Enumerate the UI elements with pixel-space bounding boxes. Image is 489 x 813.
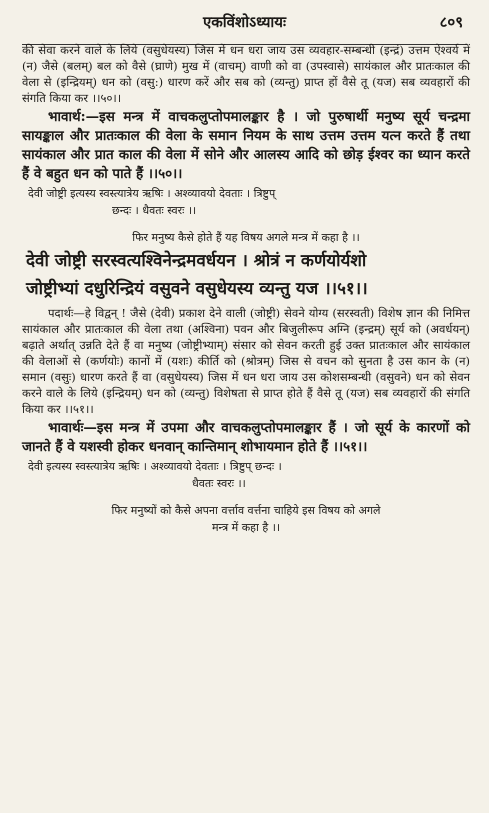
- intro-line-52a: फिर मनुष्यों को कैसे अपना वर्त्ताव वर्त्तना चाहिये इस विषय को अगले: [111, 504, 381, 517]
- mantra-51-line-1: देवी जोष्ट्री सरस्वत्यश्विनेन्द्रमवर्धयन । श्रोत्रं न कर्णयोर्यशो: [26, 251, 367, 271]
- chhanda-swara-line-51: छन्दः । धैवतः स्वरः ।।: [112, 204, 197, 217]
- rishi-devata-line-51: देवी जोष्ट्री इत्यस्य स्वस्त्यात्रेय ऋषिः । अश्व्यावयो देवताः । त्रिष्टुप्: [28, 187, 276, 200]
- bhavartha-50: भावार्थ:—इस मन्त्र में वाचकलुप्तोपमालङ्कार है । जो पुरुषार्थी मनुष्य सूर्य चन्द्रमा सायङ्काल और प्रातःकाल की वेला के समान नियम के साथ उत्तम उत्तम यत्न करते हैं तथा सायंकाल और प्रात काल की वेला में सोने और आलस्य आदि को छोड़ ईश्वर का ध्यान करते हैं वे बहुत धन को पाते हैं ।।५०।।: [22, 109, 470, 182]
- padartha-51: पदार्थः—हे विद्वन् ! जैसे (देवी) प्रकाश देने वाली (जोष्ट्री) सेवने योग्य (सरस्वती) विशेष ज्ञान की निमित्त सायंकाल और प्रातःकाल की वेला तथा (अश्विना) पवन और बिजुलीरूप अग्नि (इन्द्रम्) सूर्य को (अवर्धयन्) बढ़ाते अर्थात् उन्नति देते हैं वा मनुष्य (जोष्ट्रीभ्याम्) संसार को सेवन करती हुई उक्त प्रातःकाल और सायंकाल की वेलाओं से (कर्णयोः) कानों में (यशः) कीर्ति को (श्रोत्रम्) जिस से वचन को सुनता है उस कान के (न) समान (वसुः) धारण करते हैं वा (वसुधेयस्य) जिस में धन धरा जाय उस कोशसम्बन्धी (वसुवने) धन को सेवन करने वाले के लिये (इन्द्रियम्) धन को (व्यन्तु) विशेषता से प्राप्त होते हैं वैसे तू (यज) सब व्यवहारों की संगति किया कर ।।५१।।: [22, 306, 470, 416]
- swara-line-52: धैवतः स्वरः ।।: [192, 477, 246, 490]
- running-title: एकविंशोऽध्यायः: [202, 13, 287, 31]
- intro-line-51: फिर मनुष्य कैसे होते हैं यह विषय अगले मन्त्र में कहा है ।।: [132, 231, 360, 244]
- bhavartha-51: भावार्थः—इस मन्त्र में उपमा और वाचकलुप्तोपमालङ्कार हैं । जो सूर्य के कारणों को जानते हैं वे यशस्वी होकर धनवान् कान्तिमान् शोभायमान होते हैं ।।५१।।: [22, 420, 470, 455]
- mantra-51-line-2: जोष्ट्रीभ्यां दधुरिन्द्रियं वसुवने वसुधेयस्य व्यन्तु यज ।।५१।।: [26, 279, 368, 299]
- padartha-50-continued: की सेवा करने वाले के लिये (वसुधेयस्य) जिस में धन धरा जाय उस व्यवहार-सम्बन्धी (इन्द्रं) उत्तम ऐश्वर्य में (न) जैसे (बलम्) बल को वैसे (घ्राणे) मुख में (वाचम्) वाणी को वा (उपस्वासे) सायंकाल और प्रातःकाल की वेला से (इन्द्रियम्) धन को (वसु:) धारण करें और सब को (व्यन्तु) प्राप्त हों वैसे तू (यज) सब व्यवहारों की संगति किया कर ।।५०।।: [22, 43, 470, 105]
- page-header: [0, 10, 489, 36]
- page-number: ८०९: [439, 13, 463, 31]
- page-body: [22, 42, 470, 537]
- intro-line-52b: मन्त्र में कहा है ।।: [211, 521, 281, 534]
- spacer-2: [22, 493, 470, 501]
- rishi-devata-line-52: देवी इत्यस्य स्वस्त्यात्रेय ऋषिः । अश्व्यावयो देवताः । त्रिष्टुप् छन्दः ।: [28, 460, 282, 473]
- spacer: [22, 220, 470, 228]
